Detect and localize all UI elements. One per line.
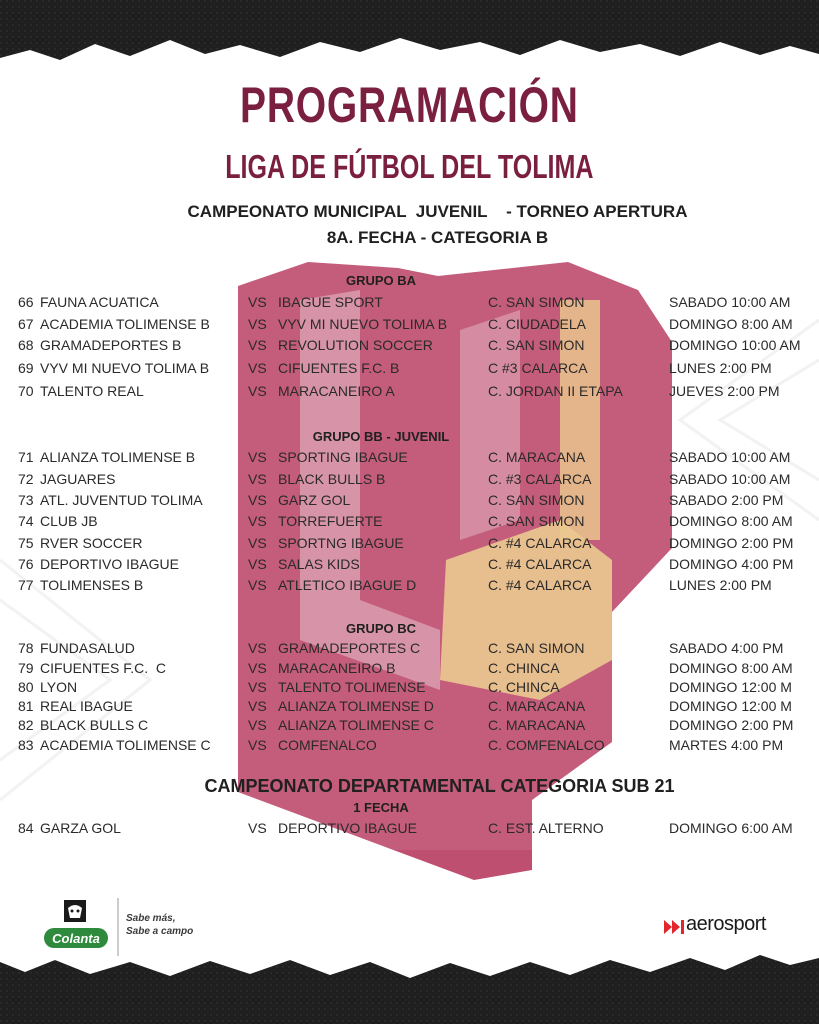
svg-text:Colanta: Colanta [52,931,100,946]
away-team: MARACANEIRO A [278,383,395,399]
venue: C. MARACANA [488,449,586,465]
venue: C. COMFENALCO [488,737,605,753]
venue: C. MARACANA [488,717,586,733]
match-number: 75 [18,535,34,551]
vs-label: VS [248,337,267,353]
schedule-time: SABADO 10:00 AM [669,471,791,487]
away-team: GARZ GOL [278,492,351,508]
home-team: ALIANZA TOLIMENSE B [40,449,196,465]
venue: C. SAN SIMON [488,640,585,656]
away-team: ALIANZA TOLIMENSE C [278,717,434,733]
league-subtitle: LIGA DE FÚTBOL DEL TOLIMA [225,148,594,185]
vs-label: VS [248,556,267,572]
vs-label: VS [248,717,267,733]
match-row [0,577,819,597]
home-team: BLACK BULLS C [40,717,149,733]
schedule-time: JUEVES 2:00 PM [669,383,780,399]
venue: C. #3 CALARCA [488,471,592,487]
venue: C. CIUDADELA [488,316,587,332]
home-team: VYV MI NUEVO TOLIMA B [40,360,210,376]
match-row [0,337,819,357]
home-team: LYON [40,679,78,695]
away-team: VYV MI NUEVO TOLIMA B [278,316,448,332]
match-row [0,698,819,718]
match-row [0,737,819,757]
schedule-time: DOMINGO 12:00 M [669,679,792,695]
match-row [0,556,819,576]
venue: C. #4 CALARCA [488,577,592,593]
match-row [0,820,819,840]
match-number: 82 [18,717,34,733]
vs-label: VS [248,316,267,332]
match-row [0,383,819,403]
group-title-bb: GRUPO BB - JUVENIL [312,429,450,444]
home-team: TALENTO REAL [40,383,144,399]
match-number: 76 [18,556,34,572]
match-number: 74 [18,513,34,529]
home-team: FAUNA ACUATICA [40,294,159,310]
match-number: 66 [18,294,34,310]
schedule-time: SABADO 10:00 AM [669,449,791,465]
schedule-time: LUNES 2:00 PM [669,577,772,593]
vs-label: VS [248,513,267,529]
venue: C. SAN SIMON [488,513,585,529]
match-number: 84 [18,820,34,836]
home-team: CLUB JB [40,513,98,529]
vs-label: VS [248,449,267,465]
match-number: 70 [18,383,34,399]
vs-label: VS [248,660,267,676]
match-row [0,513,819,533]
schedule-time: DOMINGO 10:00 AM [669,337,801,353]
vs-label: VS [248,383,267,399]
away-team: SPORTNG IBAGUE [278,535,404,551]
vs-label: VS [248,820,267,836]
away-team: ATLETICO IBAGUE D [278,577,417,593]
away-team: CIFUENTES F.C. B [278,360,400,376]
match-row [0,492,819,512]
schedule-time: SABADO 2:00 PM [669,492,784,508]
match-row [0,640,819,660]
schedule-time: DOMINGO 8:00 AM [669,316,793,332]
match-number: 81 [18,698,34,714]
match-row [0,449,819,469]
match-number: 67 [18,316,34,332]
departmental-title: CAMPEONATO DEPARTAMENTAL CATEGORIA SUB 21 [204,776,675,796]
championship-title: CAMPEONATO MUNICIPAL JUVENIL - TORNEO APERTURA [187,202,688,221]
away-team: TORREFUERTE [278,513,383,529]
group-title-bc: GRUPO BC [345,621,417,636]
sponsor-tagline-1: Sabe más, [126,913,176,924]
schedule-time: SABADO 4:00 PM [669,640,784,656]
schedule-time: DOMINGO 2:00 PM [669,717,794,733]
home-team: ATL. JUVENTUD TOLIMA [40,492,203,508]
away-team: SALAS KIDS [278,556,360,572]
schedule-time: DOMINGO 4:00 PM [669,556,794,572]
away-team: ALIANZA TOLIMENSE D [278,698,434,714]
vs-label: VS [248,360,267,376]
venue: C #3 CALARCA [488,360,588,376]
match-row [0,660,819,680]
venue: C. #4 CALARCA [488,556,592,572]
schedule-time: DOMINGO 8:00 AM [669,513,793,529]
away-team: IBAGUE SPORT [278,294,383,310]
venue: C. SAN SIMON [488,337,585,353]
away-team: BLACK BULLS B [278,471,386,487]
sponsor-tagline-2: Sabe a campo [126,926,194,937]
schedule-time: DOMINGO 2:00 PM [669,535,794,551]
aerosport-logo-text: aerosport [686,913,766,935]
vs-label: VS [248,679,267,695]
venue: C. MARACANA [488,698,586,714]
departmental-round: 1 FECHA [353,800,409,815]
match-row [0,471,819,491]
vs-label: VS [248,492,267,508]
vs-label: VS [248,471,267,487]
page-title: PROGRAMACIÓN [240,77,579,133]
match-number: 78 [18,640,34,656]
schedule-time: MARTES 4:00 PM [669,737,784,753]
match-row [0,717,819,737]
vs-label: VS [248,535,267,551]
away-team: SPORTING IBAGUE [278,449,408,465]
home-team: FUNDASALUD [40,640,135,656]
venue: C. #4 CALARCA [488,535,592,551]
away-team: DEPORTIVO IBAGUE [278,820,417,836]
vs-label: VS [248,698,267,714]
home-team: JAGUARES [40,471,116,487]
home-team: RVER SOCCER [40,535,143,551]
venue: C. JORDAN II ETAPA [488,383,623,399]
home-team: DEPORTIVO IBAGUE [40,556,179,572]
venue: C. SAN SIMON [488,492,585,508]
match-row [0,294,819,314]
venue: C. EST. ALTERNO [488,820,604,836]
home-team: GARZA GOL [40,820,121,836]
venue: C. CHINCA [488,660,560,676]
schedule-time: LUNES 2:00 PM [669,360,772,376]
venue: C. SAN SIMON [488,294,585,310]
schedule-time: SABADO 10:00 AM [669,294,791,310]
away-team: COMFENALCO [278,737,377,753]
away-team: GRAMADEPORTES C [278,640,421,656]
match-number: 79 [18,660,34,676]
match-number: 68 [18,337,34,353]
match-row [0,316,819,336]
aerosport-play-icon [664,915,688,939]
venue: C. CHINCA [488,679,560,695]
schedule-time: DOMINGO 12:00 M [669,698,792,714]
match-number: 71 [18,449,34,465]
home-team: GRAMADEPORTES B [40,337,182,353]
match-row [0,535,819,555]
vs-label: VS [248,294,267,310]
away-team: MARACANEIRO B [278,660,396,676]
vs-label: VS [248,577,267,593]
match-number: 77 [18,577,34,593]
match-number: 69 [18,360,34,376]
vs-label: VS [248,737,267,753]
group-title-ba: GRUPO BA [345,273,417,288]
home-team: ACADEMIA TOLIMENSE B [40,316,210,332]
vs-label: VS [248,640,267,656]
away-team: REVOLUTION SOCCER [278,337,433,353]
home-team: CIFUENTES F.C. C [40,660,167,676]
home-team: REAL IBAGUE [40,698,133,714]
match-number: 72 [18,471,34,487]
match-number: 83 [18,737,34,753]
home-team: TOLIMENSES B [40,577,144,593]
match-number: 73 [18,492,34,508]
round-title: 8A. FECHA - CATEGORIA B [326,228,549,247]
match-number: 80 [18,679,34,695]
match-row [0,360,819,380]
away-team: TALENTO TOLIMENSE [278,679,426,695]
home-team: ACADEMIA TOLIMENSE C [40,737,211,753]
schedule-time: DOMINGO 6:00 AM [669,820,793,836]
match-row [0,679,819,699]
schedule-time: DOMINGO 8:00 AM [669,660,793,676]
